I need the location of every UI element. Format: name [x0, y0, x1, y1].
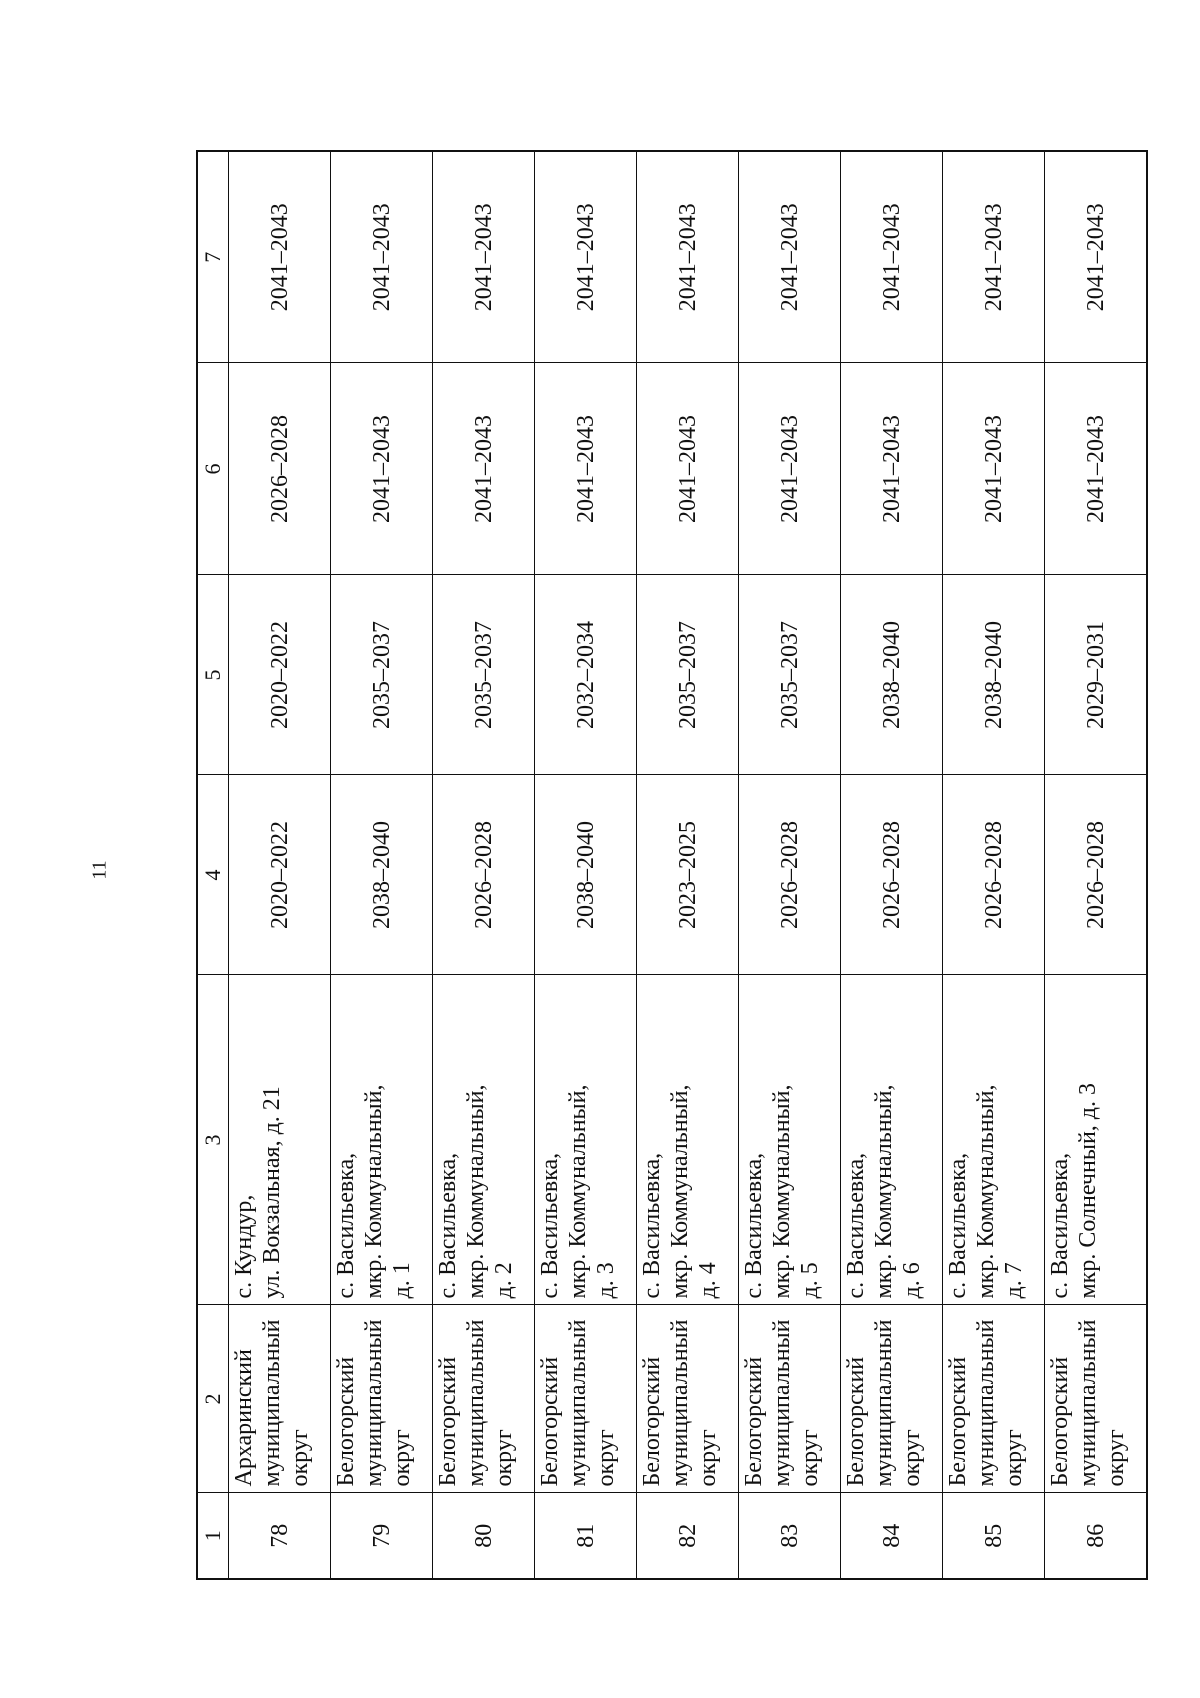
period-col6: 2041–2043 — [1045, 363, 1148, 575]
period-col6: 2041–2043 — [739, 363, 841, 575]
address-cell-line: с. Васильевка, — [333, 1152, 359, 1299]
period-col4: 2026–2028 — [1045, 775, 1148, 975]
district-cell-line: муниципальный — [565, 1319, 591, 1487]
header-row — [197, 151, 229, 1579]
column-header: 7 — [197, 151, 229, 363]
period-col5: 2038–2040 — [841, 575, 943, 775]
address-cell-line: д. 1 — [389, 1262, 415, 1299]
district-cell — [331, 1305, 433, 1493]
table-row — [331, 151, 433, 1579]
row-number: 83 — [739, 1493, 841, 1579]
district-cell-line: Белогорский — [945, 1356, 971, 1487]
district-cell-line: Архаринский — [231, 1349, 257, 1487]
period-col4: 2038–2040 — [331, 775, 433, 975]
period-col5: 2035–2037 — [739, 575, 841, 775]
address-cell-line: с. Кундур, — [231, 1194, 257, 1299]
address-cell-line: д. 4 — [695, 1262, 721, 1299]
address-cell-line: мкр. Коммунальный, — [361, 1084, 387, 1299]
period-col6: 2026–2028 — [229, 363, 331, 575]
district-cell-line: муниципальный — [973, 1319, 999, 1487]
address-cell-line: с. Васильевка, — [843, 1152, 869, 1299]
row-number: 81 — [535, 1493, 637, 1579]
district-cell — [535, 1305, 637, 1493]
period-col6: 2041–2043 — [535, 363, 637, 575]
district-cell — [841, 1305, 943, 1493]
period-col4: 2023–2025 — [637, 775, 739, 975]
period-col7: 2041–2043 — [535, 151, 637, 363]
district-cell-line: муниципальный — [1075, 1319, 1101, 1487]
address-cell — [535, 975, 637, 1305]
period-col5: 2032–2034 — [535, 575, 637, 775]
district-cell-line: округ — [899, 1429, 925, 1487]
district-cell-line: округ — [1001, 1429, 1027, 1487]
period-col7: 2041–2043 — [229, 151, 331, 363]
table-row — [739, 151, 841, 1579]
table-row — [943, 151, 1045, 1579]
period-col5: 2035–2037 — [331, 575, 433, 775]
table-row — [535, 151, 637, 1579]
table-row — [229, 151, 331, 1579]
district-cell-line: муниципальный — [769, 1319, 795, 1487]
district-cell-line: округ — [389, 1429, 415, 1487]
period-col4: 2026–2028 — [433, 775, 535, 975]
address-cell-line: мкр. Коммунальный, — [463, 1084, 489, 1299]
address-cell — [433, 975, 535, 1305]
period-col4: 2020–2022 — [229, 775, 331, 975]
district-cell-line: округ — [1103, 1429, 1129, 1487]
row-number: 86 — [1045, 1493, 1148, 1579]
district-cell-line: Белогорский — [843, 1356, 869, 1487]
address-cell-line: д. 5 — [797, 1262, 823, 1299]
period-col7: 2041–2043 — [943, 151, 1045, 363]
period-col5: 2038–2040 — [943, 575, 1045, 775]
district-cell — [943, 1305, 1045, 1493]
address-cell — [331, 975, 433, 1305]
column-header: 3 — [197, 975, 229, 1305]
address-cell-line: мкр. Коммунальный, — [871, 1084, 897, 1299]
address-cell-line: мкр. Коммунальный, — [565, 1084, 591, 1299]
row-number: 85 — [943, 1493, 1045, 1579]
address-cell-line: с. Васильевка, — [537, 1152, 563, 1299]
period-col6: 2041–2043 — [943, 363, 1045, 575]
address-cell-line: мкр. Солнечный, д. 3 — [1075, 1082, 1101, 1299]
period-col7: 2041–2043 — [637, 151, 739, 363]
period-col6: 2041–2043 — [841, 363, 943, 575]
row-number: 79 — [331, 1493, 433, 1579]
district-cell-line: Белогорский — [333, 1356, 359, 1487]
district-cell-line: муниципальный — [259, 1319, 285, 1487]
page-number: 11 — [88, 860, 111, 880]
district-cell — [1045, 1305, 1148, 1493]
address-cell — [637, 975, 739, 1305]
address-cell-line: с. Васильевка, — [435, 1152, 461, 1299]
address-cell-line: мкр. Коммунальный, — [667, 1084, 693, 1299]
table-row — [637, 151, 739, 1579]
district-cell-line: округ — [287, 1429, 313, 1487]
district-cell-line: Белогорский — [435, 1356, 461, 1487]
address-cell — [229, 975, 331, 1305]
district-cell — [433, 1305, 535, 1493]
district-cell-line: Белогорский — [1047, 1356, 1073, 1487]
district-cell-line: округ — [593, 1429, 619, 1487]
address-cell-line: ул. Вокзальная, д. 21 — [259, 1086, 285, 1299]
table-row — [1045, 151, 1148, 1579]
address-cell-line: с. Васильевка, — [639, 1152, 665, 1299]
period-col7: 2041–2043 — [1045, 151, 1148, 363]
column-header: 4 — [197, 775, 229, 975]
district-cell-line: Белогорский — [639, 1356, 665, 1487]
address-cell-line: с. Васильевка, — [741, 1152, 767, 1299]
period-col5: 2020–2022 — [229, 575, 331, 775]
period-col6: 2041–2043 — [637, 363, 739, 575]
period-col5: 2029–2031 — [1045, 575, 1148, 775]
period-col6: 2041–2043 — [331, 363, 433, 575]
district-cell-line: округ — [491, 1429, 517, 1487]
period-col7: 2041–2043 — [739, 151, 841, 363]
address-cell — [841, 975, 943, 1305]
period-col4: 2038–2040 — [535, 775, 637, 975]
period-col4: 2026–2028 — [739, 775, 841, 975]
period-col5: 2035–2037 — [433, 575, 535, 775]
district-cell — [739, 1305, 841, 1493]
address-cell-line: мкр. Коммунальный, — [973, 1084, 999, 1299]
address-cell-line: мкр. Коммунальный, — [769, 1084, 795, 1299]
column-header: 6 — [197, 363, 229, 575]
address-cell — [1045, 975, 1148, 1305]
schedule-table-container — [196, 152, 1129, 1580]
address-cell-line: с. Васильевка, — [1047, 1152, 1073, 1299]
address-cell — [943, 975, 1045, 1305]
table-row — [841, 151, 943, 1579]
district-cell-line: Белогорский — [741, 1356, 767, 1487]
schedule-table — [196, 150, 1148, 1580]
row-number: 78 — [229, 1493, 331, 1579]
district-cell-line: муниципальный — [871, 1319, 897, 1487]
period-col7: 2041–2043 — [331, 151, 433, 363]
district-cell — [637, 1305, 739, 1493]
column-header: 5 — [197, 575, 229, 775]
district-cell-line: Белогорский — [537, 1356, 563, 1487]
district-cell-line: муниципальный — [463, 1319, 489, 1487]
period-col4: 2026–2028 — [841, 775, 943, 975]
address-cell — [739, 975, 841, 1305]
period-col4: 2026–2028 — [943, 775, 1045, 975]
address-cell-line: с. Васильевка, — [945, 1152, 971, 1299]
district-cell — [229, 1305, 331, 1493]
address-cell-line: д. 3 — [593, 1262, 619, 1299]
column-header: 1 — [197, 1493, 229, 1579]
period-col7: 2041–2043 — [841, 151, 943, 363]
row-number: 84 — [841, 1493, 943, 1579]
district-cell-line: муниципальный — [361, 1319, 387, 1487]
district-cell-line: муниципальный — [667, 1319, 693, 1487]
column-header: 2 — [197, 1305, 229, 1493]
address-cell-line: д. 7 — [1001, 1262, 1027, 1299]
table-row — [433, 151, 535, 1579]
row-number: 82 — [637, 1493, 739, 1579]
period-col7: 2041–2043 — [433, 151, 535, 363]
address-cell-line: д. 6 — [899, 1262, 925, 1299]
district-cell-line: округ — [695, 1429, 721, 1487]
row-number: 80 — [433, 1493, 535, 1579]
period-col5: 2035–2037 — [637, 575, 739, 775]
address-cell-line: д. 2 — [491, 1262, 517, 1299]
period-col6: 2041–2043 — [433, 363, 535, 575]
district-cell-line: округ — [797, 1429, 823, 1487]
